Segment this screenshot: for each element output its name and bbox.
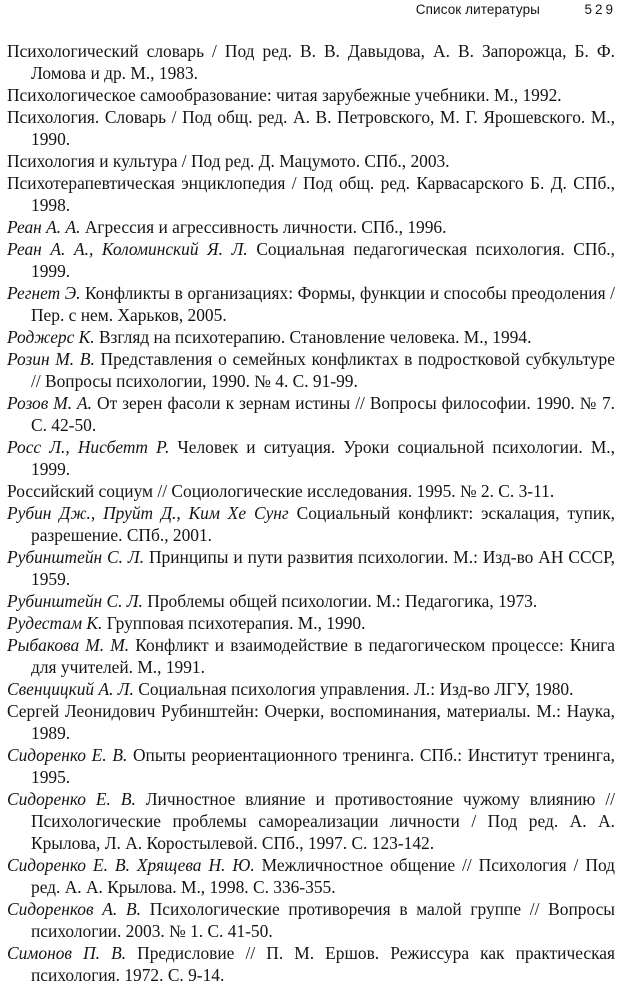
bibliography-entry <box>7 700 615 744</box>
entry-text: Психологические противоречия в малой группе // Вопросы психологии. 2003. № 1. С. 41-50. <box>31 899 615 941</box>
entry-text: Представления о семейных конфликтах в подростковой субкультуре // Вопросы психологии, 1990. № 4. С. 91-99. <box>31 349 615 391</box>
entry-text: От зерен фасоли к зернам истины // Вопросы философии. 1990. № 7. С. 42-50. <box>31 393 615 435</box>
entry-author: Симонов П. В. <box>7 943 127 963</box>
bibliography-entry <box>7 348 615 392</box>
bibliography-entry <box>7 216 615 238</box>
bibliography-entry <box>7 898 615 942</box>
bibliography-entry <box>7 788 615 854</box>
entry-author: Рубин Дж., Пруйт Д., Ким Хе Сунг <box>7 503 289 523</box>
entry-text: Человек и ситуация. Уроки социальной психологии. М., 1999. <box>31 437 615 479</box>
entry-text: Сергей Леонидович Рубинштейн: Очерки, воспоминания, материалы. М.: Наука, 1989. <box>7 701 615 743</box>
entry-text: Межличностное общение // Психология / Под ред. А. А. Крылова. М., 1998. С. 336-355. <box>31 855 615 897</box>
bibliography-entry <box>7 546 615 590</box>
entry-text: Психотерапевтическая энциклопедия / Под общ. ред. Карвасарского Б. Д. СПб., 1998. <box>7 173 615 215</box>
bibliography-list <box>7 40 615 986</box>
entry-author: Сидоренко Е. В. Хрящева Н. Ю. <box>7 855 255 875</box>
entry-text: Психологический словарь / Под ред. В. В. Давыдова, А. В. Запорожца, Б. Ф. Ломова и др. М., 1983. <box>7 41 615 83</box>
entry-author: Рудестам К. <box>7 613 103 633</box>
running-header <box>0 0 620 22</box>
entry-text: Социальная педагогическая психология. СПб., 1999. <box>31 239 615 281</box>
entry-text: Групповая психотерапия. М., 1990. <box>106 613 366 633</box>
entry-author: Сидоренков А. В. <box>7 899 141 919</box>
bibliography-entry <box>7 436 615 480</box>
bibliography-entry <box>7 106 615 150</box>
bibliography-entry <box>7 744 615 788</box>
bibliography-entry <box>7 502 615 546</box>
bibliography-entry <box>7 238 615 282</box>
entry-text: Личностное влияние и противостояние чужому влиянию // Психологические проблемы самореализации личности / Под ред. А. А. Крылова, Л. А. Коростылевой. СПб., 1997. С. 123-142. <box>31 789 615 853</box>
bibliography-entry <box>7 282 615 326</box>
entry-author: Роджерс К. <box>7 327 95 347</box>
entry-author: Регнет Э. <box>7 283 81 303</box>
entry-text: Взгляд на психотерапию. Становление человека. М., 1994. <box>98 327 532 347</box>
entry-author: Реан А. А., Коломинский Я. Л. <box>7 239 248 259</box>
bibliography-entry <box>7 678 615 700</box>
entry-text: Предисловие // П. М. Ершов. Режиссура как практическая психология. 1972. С. 9-14. <box>31 943 615 985</box>
bibliography-entry <box>7 634 615 678</box>
bibliography-entry <box>7 480 615 502</box>
entry-author: Сидоренко Е. В. <box>7 789 136 809</box>
bibliography-entry <box>7 942 615 986</box>
entry-author: Розов М. А. <box>7 393 93 413</box>
page-number: 529 <box>584 2 616 17</box>
bibliography-entry <box>7 854 615 898</box>
entry-author: Рыбакова М. М. <box>7 635 130 655</box>
entry-text: Конфликт и взаимодействие в педагогическом процессе: Книга для учителей. М., 1991. <box>31 635 615 677</box>
running-header-title: Список литературы <box>415 2 540 17</box>
bibliography-entry <box>7 590 615 612</box>
entry-author: Сидоренко Е. В. <box>7 745 128 765</box>
entry-text: Социальный конфликт: эскалация, тупик, разрешение. СПб., 2001. <box>31 503 615 545</box>
entry-text: Российский социум // Социологические исследования. 1995. № 2. С. 3-11. <box>7 481 555 501</box>
entry-text: Агрессия и агрессивность личности. СПб., 1996. <box>84 217 447 237</box>
entry-author: Розин М. В. <box>7 349 95 369</box>
entry-text: Конфликты в организациях: Формы, функции и способы преодоления / Пер. с нем. Харьков, 2005. <box>31 283 615 325</box>
bibliography-entry <box>7 84 615 106</box>
entry-author: Реан А. А. <box>7 217 81 237</box>
bibliography-entry <box>7 392 615 436</box>
entry-author: Свенцицкий А. Л. <box>7 679 134 699</box>
entry-text: Опыты реориентационного тренинга. СПб.: Институт тренинга, 1995. <box>31 745 615 787</box>
entry-author: Росс Л., Нисбетт Р. <box>7 437 170 457</box>
entry-text: Психология. Словарь / Под общ. ред. А. В. Петровского, М. Г. Ярошевского. М., 1990. <box>7 107 615 149</box>
entry-text: Социальная психология управления. Л.: Изд-во ЛГУ, 1980. <box>138 679 574 699</box>
bibliography-entry <box>7 150 615 172</box>
entry-text: Принципы и пути развития психологии. М.: Изд-во АН СССР, 1959. <box>31 547 615 589</box>
entry-text: Психология и культура / Под ред. Д. Мацумото. СПб., 2003. <box>7 151 450 171</box>
entry-author: Рубинштейн С. Л. <box>7 547 145 567</box>
entry-text: Проблемы общей психологии. М.: Педагогика, 1973. <box>147 591 538 611</box>
entry-text: Психологическое самообразование: читая зарубежные учебники. М., 1992. <box>7 85 562 105</box>
bibliography-entry <box>7 326 615 348</box>
bibliography-entry <box>7 40 615 84</box>
entry-author: Рубинштейн С. Л. <box>7 591 143 611</box>
bibliography-entry <box>7 172 615 216</box>
bibliography-entry <box>7 612 615 634</box>
